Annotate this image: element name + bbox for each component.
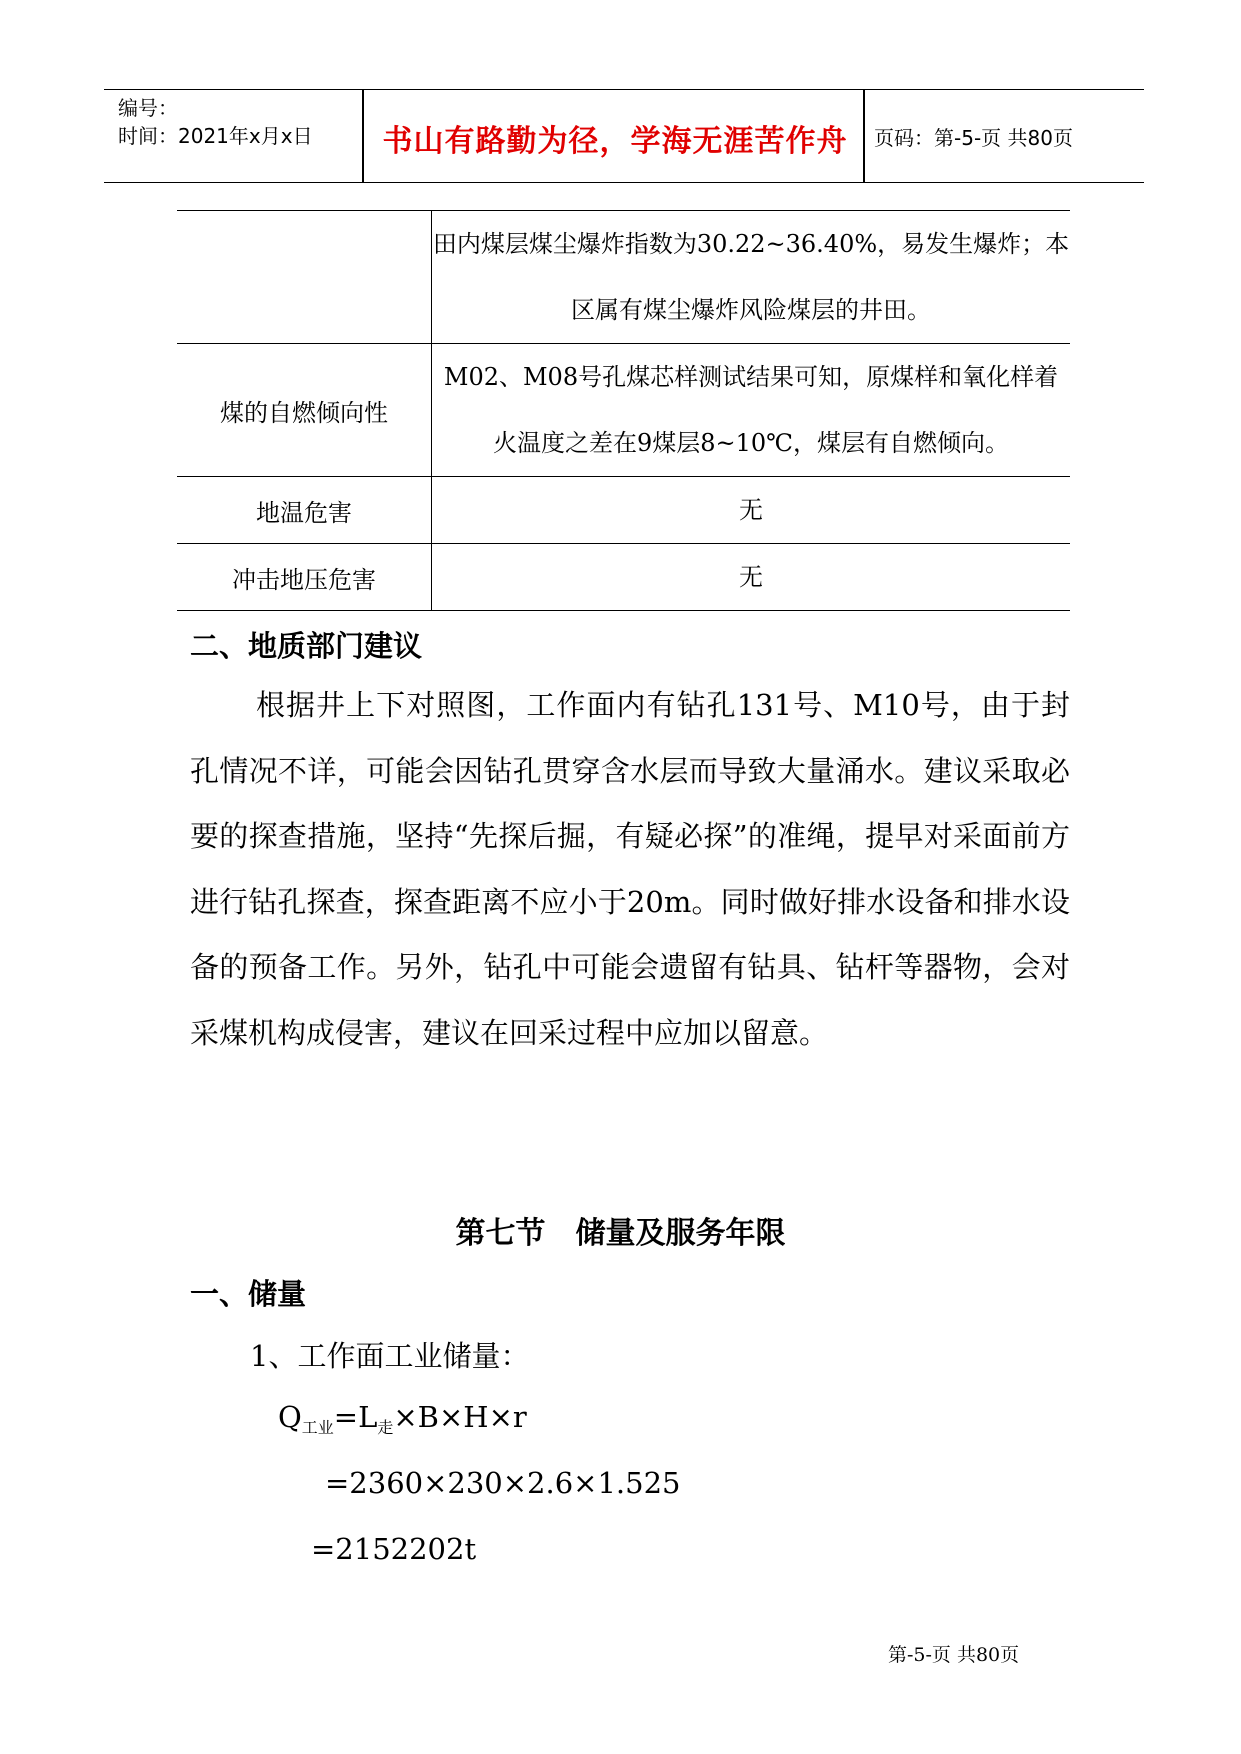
table-row xyxy=(177,477,1070,544)
table-cell-label: 煤的自燃倾向性 xyxy=(177,344,432,477)
table-row xyxy=(177,344,1070,477)
table-cell-content: M02、M08号孔煤芯样测试结果可知，原煤样和氧化样着火温度之差在9煤层8~10℃，煤层有自燃倾向。 xyxy=(432,344,1071,477)
list-item: 1、工作面工业储量： xyxy=(250,1339,530,1373)
table-cell-content: 无 xyxy=(432,544,1071,611)
number-label: 编号： xyxy=(118,96,178,120)
header-meta xyxy=(118,94,362,150)
table-cell-content: 田内煤层煤尘爆炸指数为30.22~36.40%，易发生爆炸；本区属有煤尘爆炸风险煤层的井田。 xyxy=(432,211,1071,344)
page-footer: 第-5-页 共80页 xyxy=(888,1644,1020,1666)
formula-line: =2360×230×2.6×1.525 xyxy=(325,1466,681,1500)
table-cell-label xyxy=(177,211,432,344)
section-title: 第七节 储量及服务年限 xyxy=(455,1216,786,1251)
table-cell-label: 冲击地压危害 xyxy=(177,544,432,611)
page-header xyxy=(104,89,1144,183)
section-heading: 二、地质部门建议 xyxy=(190,629,423,663)
table-row xyxy=(177,544,1070,611)
formula-line: $Q_{工业}=L_走\times B\times H\times r$ xyxy=(278,1400,527,1437)
formula-line: =2152202t xyxy=(311,1532,477,1566)
table-cell-content: 无 xyxy=(432,477,1071,544)
table-cell-label: 地温危害 xyxy=(177,477,432,544)
paragraph: 根据井上下对照图，工作面内有钻孔131号、M10号，由于封孔情况不详，可能会因钻孔贯穿含水层而导致大量涌水。建议采取必要的探查措施，坚持“先探后掘，有疑必探”的准绳，提早对采面前方进行钻孔探查，探查距离不应小于20m。同时做好排水设备和排水设备的预备工作。另外，钻孔中可能会遗留有钻具、钻杆等器物，会对采煤机构成侵害，建议在回采过程中应加以留意。 xyxy=(190,688,1070,1050)
header-divider xyxy=(362,90,364,182)
header-divider xyxy=(863,90,865,182)
time-label: 时间：2021年x月x日 xyxy=(118,124,313,148)
hazard-table xyxy=(177,210,1070,611)
header-motto: 书山有路勤为径，学海无涯苦作舟 xyxy=(382,124,848,159)
section-heading: 一、储量 xyxy=(190,1277,307,1311)
table-row xyxy=(177,211,1070,344)
header-page-number: 页码：第-5-页 共80页 xyxy=(874,126,1073,150)
